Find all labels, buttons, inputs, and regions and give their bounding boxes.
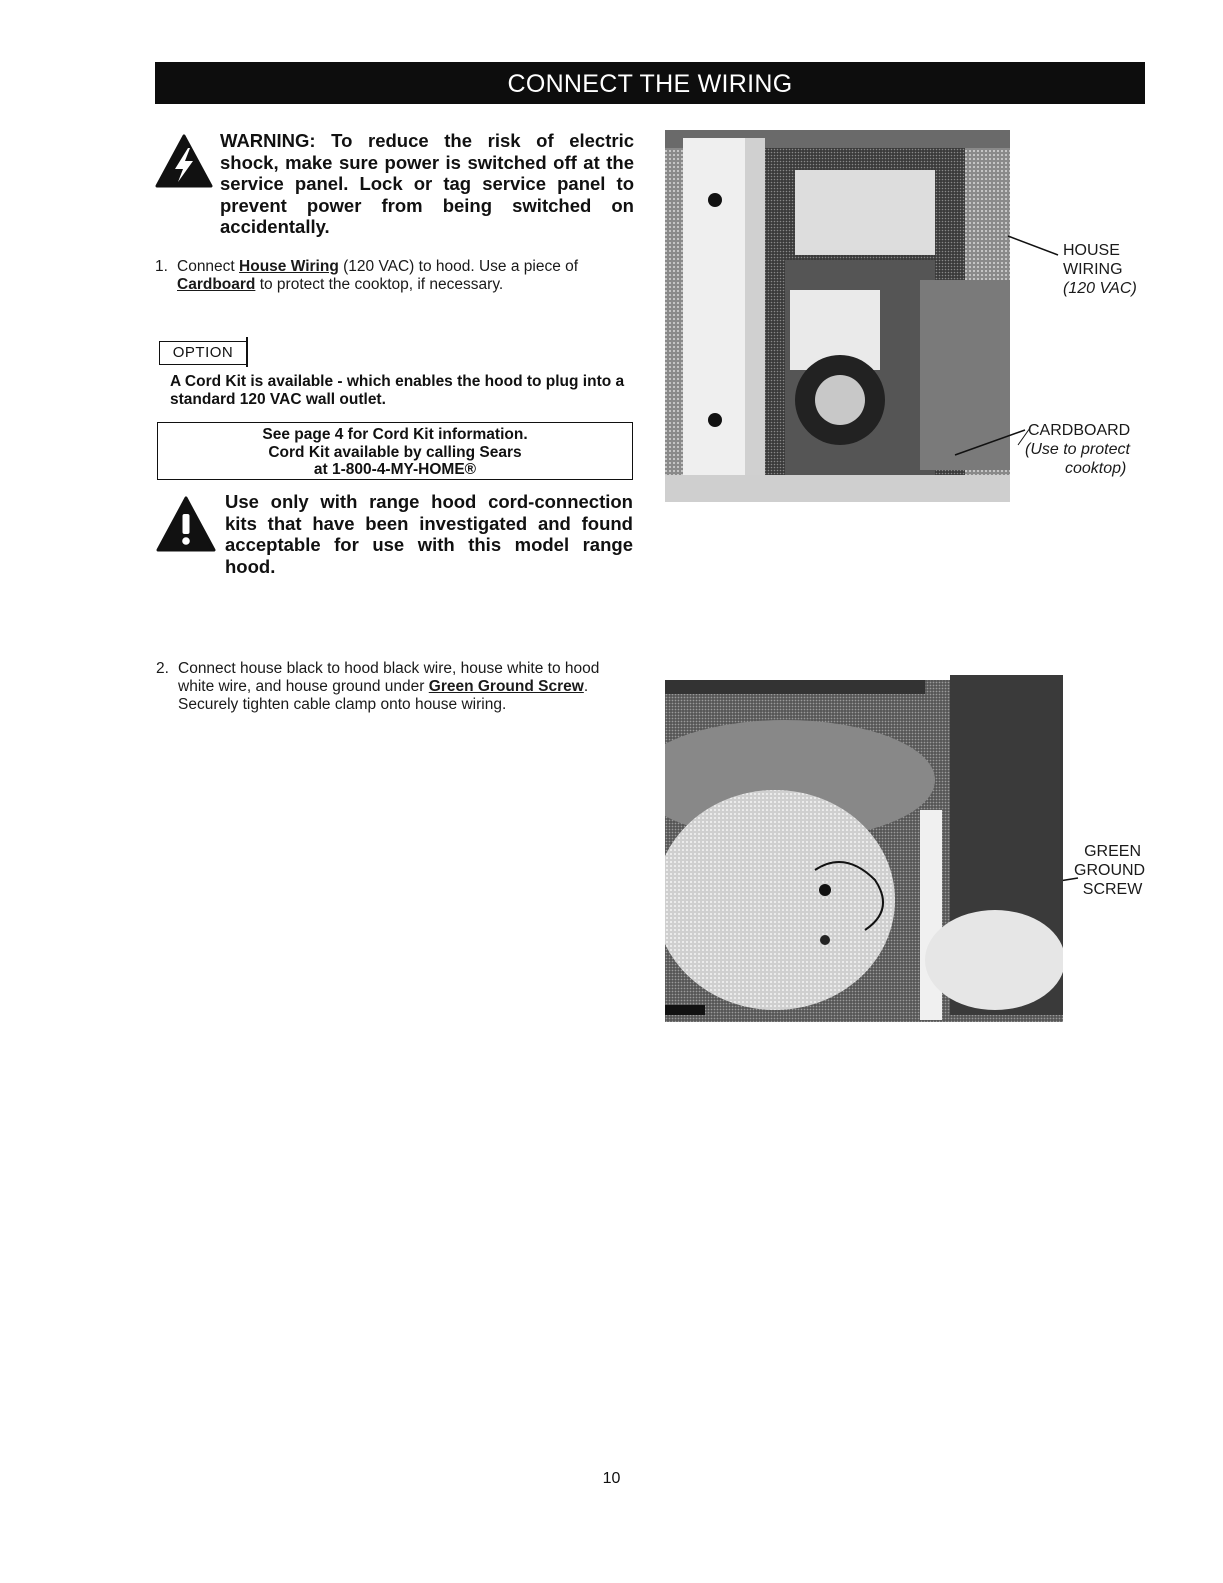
step-number: 1. [155, 258, 168, 275]
label-line: CARDBOARD [1028, 422, 1131, 439]
green-ground-screw-term: Green Ground Screw [428, 678, 584, 695]
label-line: SCREW [1082, 881, 1143, 898]
option-text: A Cord Kit is available - which enables the hood to plug into a standard 120 VAC wall outlet. [170, 373, 625, 408]
label-line: GROUND [1074, 862, 1146, 879]
label-line: HOUSE [1063, 242, 1120, 259]
warning-cord-text: Use only with range hood cord-connection kits that have been investigated and found acceptable for use with this model range hood. [225, 491, 633, 577]
option-label: OPTION [172, 344, 234, 361]
page-number: 10 [602, 1470, 621, 1487]
cord-kit-line: Cord Kit available by calling Sears [268, 443, 522, 461]
step-text: (120 VAC) to hood. Use a piece of [343, 258, 579, 275]
house-wiring-term: House Wiring [239, 258, 339, 275]
step-text: Connect house black to hood black wire, house white to hood white wire, and house ground under [178, 660, 600, 695]
cord-kit-phone: at 1-800-4-MY-HOME® [313, 461, 477, 478]
step-text: . Securely tighten cable clamp onto house wiring. [178, 678, 589, 713]
step-text: Connect [177, 258, 235, 275]
label-line: cooktop) [1065, 460, 1127, 477]
section-title: CONNECT THE WIRING [507, 70, 793, 98]
warning-shock-text: WARNING: To reduce the risk of electric shock, make sure power is switched off at the service panel. Lock or tag service panel to prevent power from being switched on accidentally. [220, 130, 634, 237]
label-line: WIRING [1063, 261, 1123, 278]
green-ground-screw-label [1074, 842, 1146, 899]
label-line: (Use to protect [1025, 441, 1130, 458]
step-text: to protect the cooktop, if necessary. [259, 276, 504, 293]
step-number: 2. [156, 660, 169, 677]
cord-kit-line: See page 4 for Cord Kit information. [262, 426, 528, 443]
house-wiring-label [1063, 241, 1137, 298]
label-line: GREEN [1084, 843, 1141, 860]
label-line: (120 VAC) [1063, 280, 1137, 297]
cardboard-term: Cardboard [177, 276, 256, 293]
ground-screw-photo [665, 660, 1063, 1022]
cardboard-label [1025, 421, 1131, 478]
